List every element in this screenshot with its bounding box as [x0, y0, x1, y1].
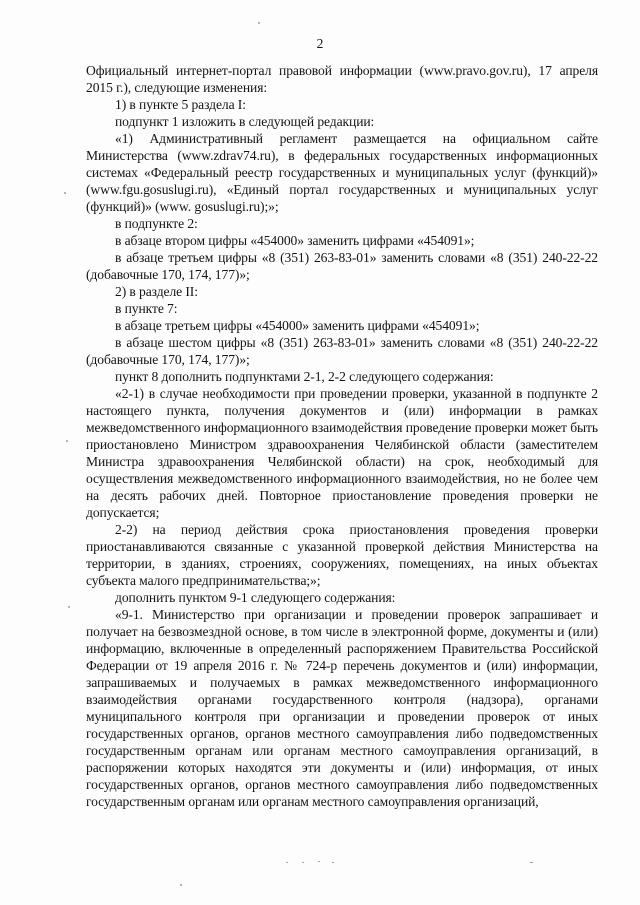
- paragraph: «9-1. Министерство при организации и проведении проверок запрашивает и получает на безвозмездной основе, в том числе в электронной форме, документы и (или) информацию, включенные в определенный распоряжением Правительства Российской Федерации от 19 апреля 2016 г. № 724-р перечень документов и (или) информации, запрашиваемых и получаемых в рамках межведомственного информационного взаимодействия органами государственного контроля (надзора), органами муниципального контроля при организации и проведении проверок от иных государственных органов, органов местного самоуправления либо подведомственных государственным органам или органам местного самоуправления организаций, в распоряжении которых находятся эти документы и (или) информация, от иных государственных органов, органов местного самоуправления либо подведомственных государственным органам или органам местного самоуправления организаций,: [86, 607, 598, 809]
- paragraph: подпункт 1 изложить в следующей редакции:: [115, 114, 375, 129]
- paragraph: в абзаце третьем цифры «454000» заменить цифрами «454091»;: [115, 318, 480, 333]
- paragraph: в абзаце втором цифры «454000» заменить цифрами «454091»;: [115, 233, 475, 248]
- paragraph: 1) в пункте 5 раздела I:: [115, 97, 246, 112]
- paragraph: в подпункте 2:: [115, 216, 198, 231]
- paragraph: 2-2) на период действия срока приостановления проведения проверки приостанавливаются связанные с указанной проверкой действия Министерства на территории, в зданиях, строениях, сооружениях, помещениях, на иных объектах субъекта малого предпринимательства;»;: [86, 522, 598, 588]
- scan-speck: [318, 861, 320, 862]
- scan-speck: [258, 22, 260, 24]
- document-body: [86, 62, 598, 810]
- scan-speck: [286, 862, 288, 863]
- paragraph: Официальный интернет-портал правовой информации (www.pravo.gov.ru), 17 апреля 2015 г.), следующие изменения:: [86, 63, 598, 95]
- scan-speck: [180, 884, 182, 886]
- paragraph: в абзаце третьем цифры «8 (351) 263-83-01» заменить словами «8 (351) 240-22-22 (добавочные 170, 174, 177)»;: [86, 250, 598, 282]
- scan-speck: [66, 440, 68, 442]
- page-number: 2: [316, 36, 324, 51]
- scan-speck: [332, 862, 334, 863]
- paragraph: дополнить пунктом 9-1 следующего содержания:: [115, 590, 396, 605]
- paragraph: в пункте 7:: [115, 301, 178, 316]
- scan-speck: [64, 192, 66, 194]
- paragraph: «2-1) в случае необходимости при проведении проверки, указанной в подпункте 2 настоящего пункта, получения документов и (или) информации в рамках межведомственного информационного взаимодействия проведение проверки может быть приостановлено Министром здравоохранения Челябинской области (заместителем Министра здравоохранения Челябинской области) на срок, необходимый для осуществления межведомственного информационного взаимодействия, но не более чем на десять рабочих дней. Повторное приостановление проведения проверки не допускается;: [86, 386, 598, 520]
- paragraph: «1) Административный регламент размещается на официальном сайте Министерства (www.zdrav74.ru), в федеральных государственных информационных системах «Федеральный реестр государственных и муниципальных услуг (функций)» (www.fgu.gosuslugi.ru), «Единый портал государственных и муниципальных услуг (функций)» (www. gosuslugi.ru);»;: [86, 131, 598, 214]
- paragraph: 2) в разделе II:: [115, 284, 198, 299]
- scan-speck: [302, 862, 304, 863]
- scan-speck: [68, 606, 70, 608]
- paragraph: в абзаце шестом цифры «8 (351) 263-83-01» заменить словами «8 (351) 240-22-22 (добавочные 170, 174, 177)»;: [86, 335, 598, 367]
- paragraph: пункт 8 дополнить подпунктами 2-1, 2-2 следующего содержания:: [115, 369, 494, 384]
- scan-speck: [530, 862, 533, 863]
